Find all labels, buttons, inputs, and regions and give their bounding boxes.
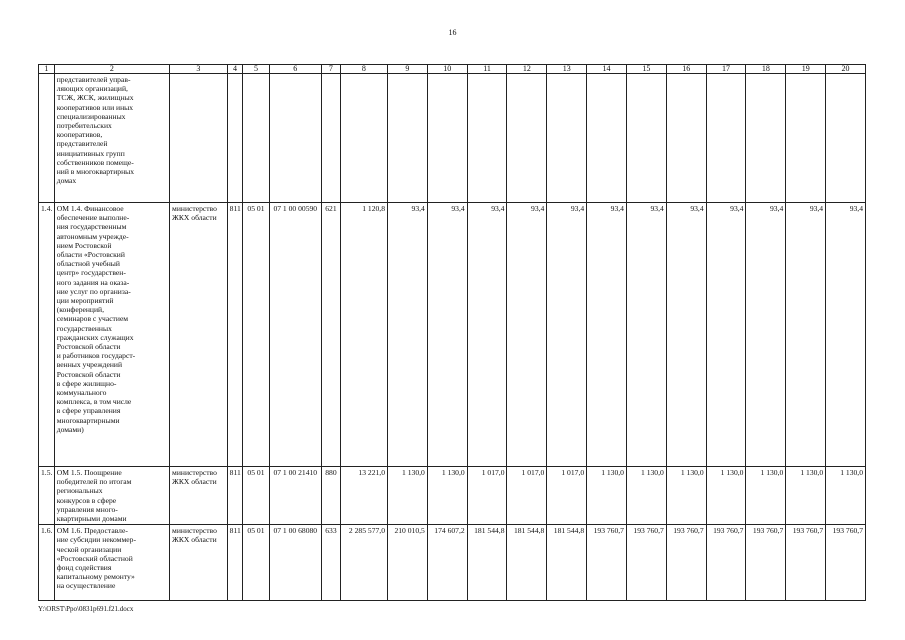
year-amount-10: 1 130,0 xyxy=(427,467,467,525)
table-row xyxy=(39,525,866,601)
table-row xyxy=(39,203,866,467)
column-header-19: 19 xyxy=(786,65,826,74)
csr-code xyxy=(269,74,321,203)
year-amount-9: 93,4 xyxy=(388,203,428,467)
vr-code xyxy=(321,74,340,203)
year-amount-9: 1 130,0 xyxy=(388,467,428,525)
vr-code: 633 xyxy=(321,525,340,601)
column-header-12: 12 xyxy=(507,65,547,74)
year-amount-19: 1 130,0 xyxy=(786,467,826,525)
year-amount-20: 193 760,7 xyxy=(826,525,866,601)
year-amount-13 xyxy=(547,74,587,203)
rzpr-code: 05 01 xyxy=(243,467,269,525)
rzpr-code: 05 01 xyxy=(243,203,269,467)
grbs-code: 811 xyxy=(227,203,243,467)
total-amount: 13 221,0 xyxy=(340,467,387,525)
year-amount-17: 193 760,7 xyxy=(706,525,746,601)
vr-code: 621 xyxy=(321,203,340,467)
year-amount-9: 210 010,5 xyxy=(388,525,428,601)
csr-code: 07 1 00 00590 xyxy=(269,203,321,467)
executor: министерство ЖКХ области xyxy=(170,525,228,601)
total-amount: 1 120,8 xyxy=(340,203,387,467)
measure-name: ОМ 1.4. Финансовое обеспечение выполне- ния государственным автономным учрежде- нием Ростовской области «Ростовский областной учебный центр» государствен- ного задания на оказа- ние услуг по организа- ции мероприятий (конференций, семинаров с участием государственных гражданских служащих Ростовской области и работников государст- венных учреждений Ростовской области в сфере жилищно- коммунального комплекса, в том числе в сфере управления многоквартирными домами) xyxy=(54,203,169,467)
column-header-1: 1 xyxy=(39,65,55,74)
year-amount-15: 193 760,7 xyxy=(626,525,666,601)
year-amount-19: 93,4 xyxy=(786,203,826,467)
year-amount-11: 93,4 xyxy=(467,203,507,467)
column-header-11: 11 xyxy=(467,65,507,74)
year-amount-20: 1 130,0 xyxy=(826,467,866,525)
footer-file-path: Y:\ORST\Ppo\0831p691.f21.docx xyxy=(38,605,134,613)
year-amount-9 xyxy=(388,74,428,203)
year-amount-14: 93,4 xyxy=(587,203,627,467)
measure-name: представителей управ- ляющих организаций, ТСЖ, ЖСК, жилищных кооперативов или иных специализированных потребительских кооперативов, представителей инициативных групп собственников помеще- ний в многоквартирных домах xyxy=(54,74,169,203)
executor: министерство ЖКХ области xyxy=(170,467,228,525)
column-header-4: 4 xyxy=(227,65,243,74)
year-amount-16: 193 760,7 xyxy=(666,525,706,601)
year-amount-13: 181 544,8 xyxy=(547,525,587,601)
rzpr-code: 05 01 xyxy=(243,525,269,601)
year-amount-17: 1 130,0 xyxy=(706,467,746,525)
page-number: 16 xyxy=(448,28,457,37)
column-header-18: 18 xyxy=(746,65,786,74)
year-amount-18 xyxy=(746,74,786,203)
year-amount-10 xyxy=(427,74,467,203)
year-amount-11 xyxy=(467,74,507,203)
row-number xyxy=(39,74,55,203)
measure-name: ОМ 1.6. Предоставле- ние субсидии некоммер- ческой организации «Ростовский областной фонд содействия капитальному ремонту» на осуществление xyxy=(54,525,169,601)
year-amount-20: 93,4 xyxy=(826,203,866,467)
year-amount-17: 93,4 xyxy=(706,203,746,467)
year-amount-19 xyxy=(786,74,826,203)
table-row xyxy=(39,74,866,203)
column-header-9: 9 xyxy=(388,65,428,74)
executor: министерство ЖКХ области xyxy=(170,203,228,467)
table-body xyxy=(39,65,866,601)
year-amount-18: 1 130,0 xyxy=(746,467,786,525)
column-header-14: 14 xyxy=(587,65,627,74)
total-amount: 2 285 577,0 xyxy=(340,525,387,601)
column-header-7: 7 xyxy=(321,65,340,74)
column-header-3: 3 xyxy=(170,65,228,74)
year-amount-16 xyxy=(666,74,706,203)
row-number: 1.6. xyxy=(39,525,55,601)
column-header-10: 10 xyxy=(427,65,467,74)
table-row xyxy=(39,467,866,525)
year-amount-12: 93,4 xyxy=(507,203,547,467)
year-amount-14: 1 130,0 xyxy=(587,467,627,525)
year-amount-12 xyxy=(507,74,547,203)
year-amount-15: 1 130,0 xyxy=(626,467,666,525)
row-number: 1.5. xyxy=(39,467,55,525)
column-header-6: 6 xyxy=(269,65,321,74)
column-header-20: 20 xyxy=(826,65,866,74)
budget-table xyxy=(38,64,866,601)
year-amount-16: 1 130,0 xyxy=(666,467,706,525)
year-amount-14: 193 760,7 xyxy=(587,525,627,601)
year-amount-13: 93,4 xyxy=(547,203,587,467)
year-amount-18: 193 760,7 xyxy=(746,525,786,601)
column-header-5: 5 xyxy=(243,65,269,74)
vr-code: 880 xyxy=(321,467,340,525)
year-amount-18: 93,4 xyxy=(746,203,786,467)
grbs-code xyxy=(227,74,243,203)
year-amount-20 xyxy=(826,74,866,203)
year-amount-10: 93,4 xyxy=(427,203,467,467)
csr-code: 07 1 00 68080 xyxy=(269,525,321,601)
year-amount-17 xyxy=(706,74,746,203)
year-amount-10: 174 607,2 xyxy=(427,525,467,601)
year-amount-11: 1 017,0 xyxy=(467,467,507,525)
grbs-code: 811 xyxy=(227,525,243,601)
executor xyxy=(170,74,228,203)
column-header-13: 13 xyxy=(547,65,587,74)
year-amount-15 xyxy=(626,74,666,203)
grbs-code: 811 xyxy=(227,467,243,525)
csr-code: 07 1 00 21410 xyxy=(269,467,321,525)
total-amount xyxy=(340,74,387,203)
measure-name: ОМ 1.5. Поощрение победителей по итогам региональных конкурсов в сфере управления много- квартирными домами xyxy=(54,467,169,525)
column-header-2: 2 xyxy=(54,65,169,74)
column-header-17: 17 xyxy=(706,65,746,74)
year-amount-14 xyxy=(587,74,627,203)
year-amount-19: 193 760,7 xyxy=(786,525,826,601)
year-amount-12: 181 544,8 xyxy=(507,525,547,601)
column-header-8: 8 xyxy=(340,65,387,74)
year-amount-13: 1 017,0 xyxy=(547,467,587,525)
year-amount-15: 93,4 xyxy=(626,203,666,467)
year-amount-11: 181 544,8 xyxy=(467,525,507,601)
year-amount-16: 93,4 xyxy=(666,203,706,467)
column-header-15: 15 xyxy=(626,65,666,74)
rzpr-code xyxy=(243,74,269,203)
header-row xyxy=(39,65,866,74)
row-number: 1.4. xyxy=(39,203,55,467)
column-header-16: 16 xyxy=(666,65,706,74)
year-amount-12: 1 017,0 xyxy=(507,467,547,525)
